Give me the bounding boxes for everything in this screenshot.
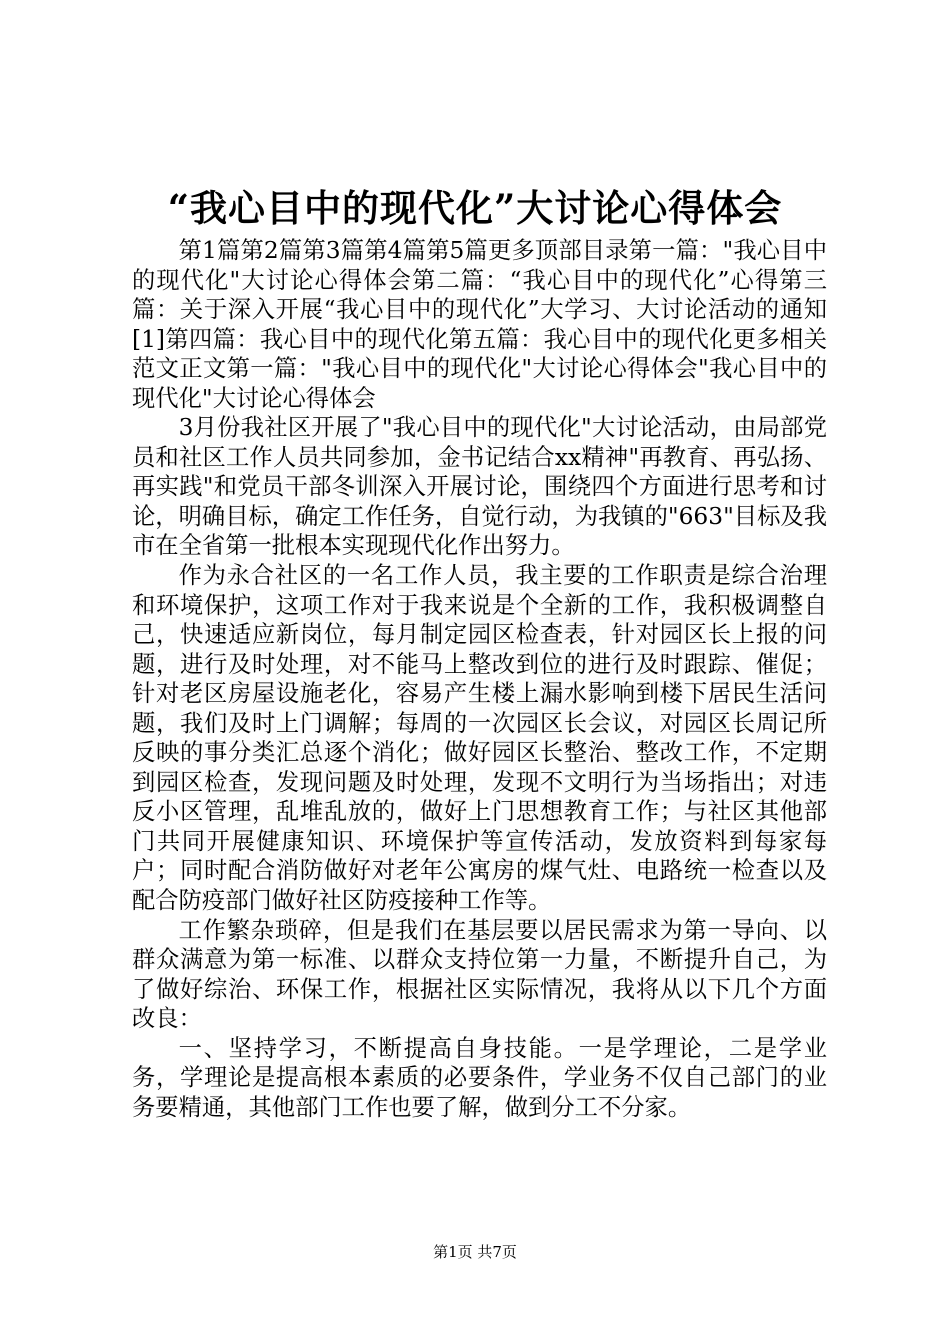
- paragraph-improvement: 工作繁杂琐碎，但是我们在基层要以居民需求为第一导向、以群众满意为第一标准、以群众支持位第一力量，不断提升自己，为了做好综治、环保工作，根据社区实际情况，我将从以下几个方面改良：: [132, 916, 827, 1033]
- document-title: “我心目中的现代化”大讨论心得体会: [167, 186, 783, 230]
- document-body: [132, 236, 827, 1122]
- page-footer: 第1页 共7页: [433, 1243, 517, 1261]
- paragraph-toc: 第1篇第2篇第3篇第4篇第5篇更多顶部目录第一篇："我心目中的现代化"大讨论心得体会第二篇：“我心目中的现代化”心得第三篇：关于深入开展“我心目中的现代化”大学习、大讨论活动的通知[1]第四篇：我心目中的现代化第五篇：我心目中的现代化更多相关范文正文第一篇："我心目中的现代化"大讨论心得体会"我心目中的现代化"大讨论心得体会: [132, 237, 827, 412]
- paragraph-activity: 3月份我社区开展了"我心目中的现代化"大讨论活动，由局部党员和社区工作人员共同参加，金书记结合xx精神"再教育、再弘扬、再实践"和党员干部冬训深入开展讨论，围绕四个方面进行思考和讨论，明确目标，确定工作任务，自觉行动，为我镇的"663"目标及我市在全省第一批根本实现现代化作出努力。: [132, 414, 827, 560]
- paragraph-point-one: 一、坚持学习，不断提高自身技能。一是学理论，二是学业务，学理论是提高根本素质的必要条件，学业务不仅自己部门的业务要精通，其他部门工作也要了解，做到分工不分家。: [132, 1034, 827, 1121]
- paragraph-duties: 作为永合社区的一名工作人员，我主要的工作职责是综合治理和环境保护，这项工作对于我来说是个全新的工作，我积极调整自己，快速适应新岗位，每月制定园区检查表，针对园区长上报的问题，进行及时处理，对不能马上整改到位的进行及时跟踪、催促；针对老区房屋设施老化，容易产生楼上漏水影响到楼下居民生活问题，我们及时上门调解；每周的一次园区长会议，对园区长周记所反映的事分类汇总逐个消化；做好园区长整治、整改工作，不定期到园区检查，发现问题及时处理，发现不文明行为当场指出；对违反小区管理，乱堆乱放的，做好上门思想教育工作；与社区其他部门共同开展健康知识、环境保护等宣传活动，发放资料到每家每户；同时配合消防做好对老年公寓房的煤气灶、电路统一检查以及配合防疫部门做好社区防疫接种工作等。: [132, 562, 827, 915]
